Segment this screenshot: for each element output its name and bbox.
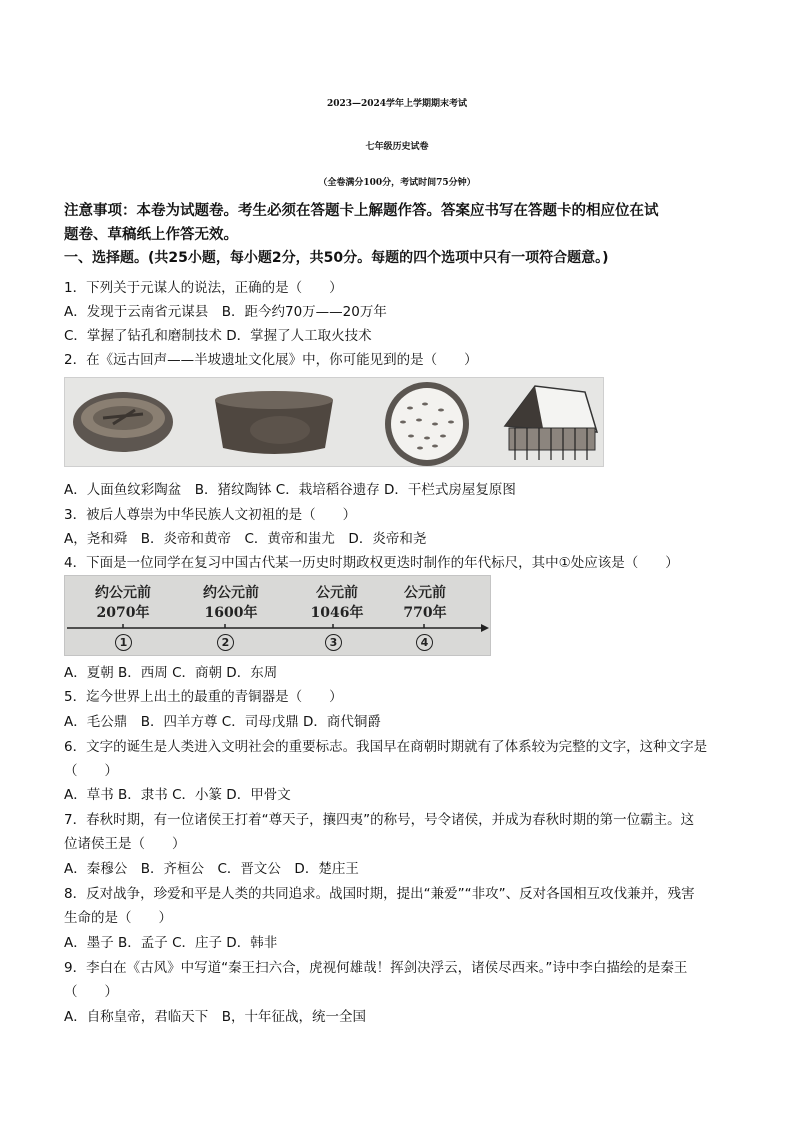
- timeline-marker-1: 1: [115, 634, 132, 651]
- timeline-marker-3: 3: [325, 634, 342, 651]
- q7-options: A．秦穆公 B．齐桓公 C．晋文公 D．楚庄王: [64, 861, 359, 877]
- pig-pattern-bowl-image: [215, 391, 333, 454]
- q5-stem: 5．迄今世界上出土的最重的青铜器是（ ）: [64, 689, 343, 705]
- q1-stem: 1．下列关于元谋人的说法，正确的是（ ）: [64, 280, 343, 296]
- q7-stem-line-2: 位诸侯王是（ ）: [64, 836, 186, 852]
- q6-stem-line-1: 6．文字的诞生是人类进入文明社会的重要标志。我国早在商朝时期就有了体系较为完整的文字，这种文字是: [64, 739, 708, 755]
- timeline-label-2: 约公元前 1600年: [203, 585, 259, 621]
- q9-stem-line-1: 9．李白在《古风》中写道“秦王扫六合，虎视何雄哉！挥剑决浮云，诸侯尽西来。”诗中李白描绘的是秦王: [64, 960, 688, 976]
- q7-stem-line-1: 7．春秋时期，有一位诸侯王打着“尊天子，攘四夷”的称号，号令诸侯，并成为春秋时期的第一位霸主。这: [64, 812, 695, 828]
- q4-options: A．夏朝 B．西周 C．商朝 D．东周: [64, 665, 278, 681]
- notice-line-2: 题卷、草稿纸上作答无效。: [64, 227, 238, 243]
- timeline-marker-2: 2: [217, 634, 234, 651]
- q3-stem: 3．被后人尊崇为中华民族人文初祖的是（ ）: [64, 507, 357, 523]
- q1-options-row-1: A．发现于云南省元谋县 B．距今约70万——20万年: [64, 304, 387, 320]
- exam-title: 2023—2024学年上学期期末考试: [326, 99, 468, 109]
- q4-stem: 4．下面是一位同学在复习中国古代某一历史时期政权更迭时制作的年代标尺，其中①处应该是（ ）: [64, 555, 679, 571]
- artifact-illustrations: [65, 378, 603, 466]
- notice-line-1: 注意事项：本卷为试题卷。考生必须在答题卡上解题作答。答案应书写在答题卡的相应位在试: [64, 203, 659, 219]
- q5-options: A．毛公鼎 B．四羊方尊 C．司母戊鼎 D．商代铜爵: [64, 714, 381, 730]
- section-heading: 一、选择题。(共25小题，每小题2分，共50分。每题的四个选项中只有一项符合题意。): [64, 250, 609, 266]
- q6-stem-line-2: （ ）: [64, 763, 118, 779]
- exam-subtitle: 七年级历史试卷: [365, 142, 429, 152]
- timeline-label-4: 公元前 770年: [403, 585, 447, 621]
- stilt-house-image: [505, 386, 597, 460]
- exam-meta: （全卷满分100分，考试时间75分钟）: [318, 178, 476, 188]
- timeline-marker-4: 4: [416, 634, 433, 651]
- q9-stem-line-2: （ ）: [64, 984, 118, 1000]
- q2-stem: 2．在《远古回声——半坡遗址文化展》中，你可能见到的是（ ）: [64, 352, 478, 368]
- q6-options: A．草书 B．隶书 C．小篆 D．甲骨文: [64, 787, 291, 803]
- q4-timeline: [64, 575, 491, 656]
- q2-artifact-images: [64, 377, 604, 467]
- timeline-label-1: 约公元前 2070年: [95, 585, 151, 621]
- rice-remains-image: [385, 382, 469, 466]
- q8-options: A．墨子 B．孟子 C．庄子 D．韩非: [64, 935, 278, 951]
- q9-options: A．自称皇帝，君临天下 B，十年征战，统一全国: [64, 1009, 366, 1025]
- q8-stem-line-2: 生命的是（ ）: [64, 910, 172, 926]
- pottery-basin-image: [73, 392, 173, 452]
- q1-options-row-2: C．掌握了钻孔和磨制技术 D．掌握了人工取火技术: [64, 328, 372, 344]
- timeline-label-3: 公元前 1046年: [310, 585, 364, 621]
- q3-options: A，尧和舜 B．炎帝和黄帝 C．黄帝和蚩尤 D．炎帝和尧: [64, 531, 427, 547]
- q2-options: A．人面鱼纹彩陶盆 B．猪纹陶钵 C．栽培稻谷遗存 D．干栏式房屋复原图: [64, 482, 516, 498]
- q8-stem-line-1: 8．反对战争，珍爱和平是人类的共同追求。战国时期，提出“兼爱”“非攻”、反对各国相互攻伐兼并，残害: [64, 886, 695, 902]
